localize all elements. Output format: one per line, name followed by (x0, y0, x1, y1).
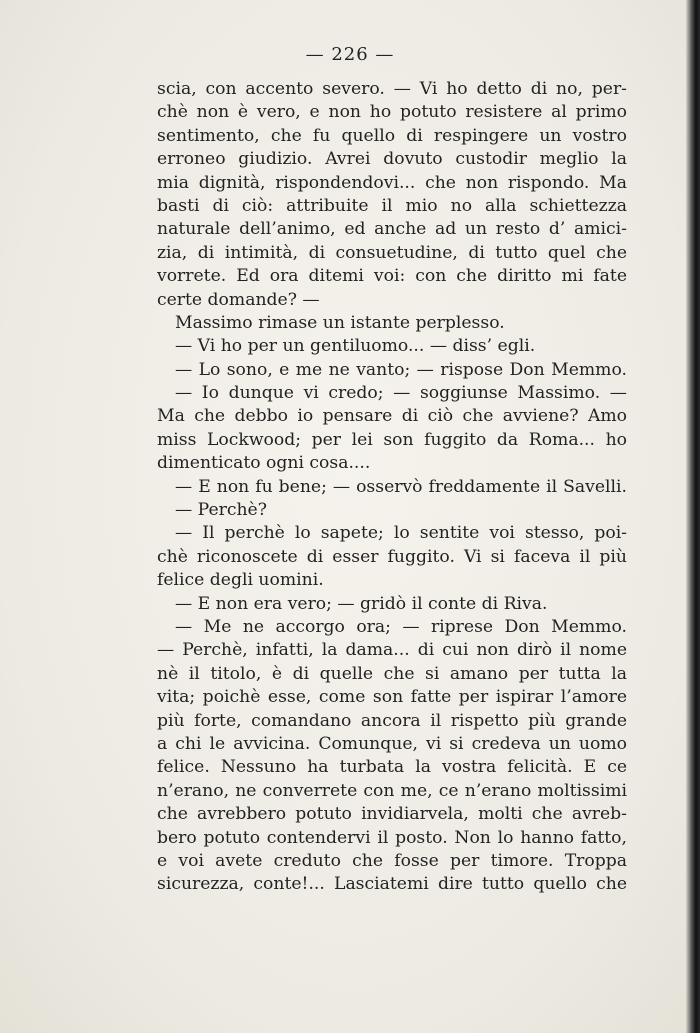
text-line: felice degli uomini. (157, 570, 324, 591)
text-line: certe domande? — (157, 289, 320, 310)
text-line: vita; poichè esse, come son fatte per ispirar l’amore (157, 687, 627, 708)
text-line: scia, con accento severo. — Vi ho detto di no, per- (157, 79, 627, 99)
text-line: e voi avete creduto che fosse per timore. Troppa (157, 850, 627, 871)
text-line: basti di ciò: attribuite il mio no alla schiettezza (157, 195, 627, 216)
text-line: erroneo giudizio. Avrei dovuto custodir meglio la (157, 149, 627, 170)
text-line: — E non fu bene; — osservò freddamente il Savelli. (175, 476, 627, 497)
text-line: — Me ne accorgo ora; — riprese Don Memmo. (175, 616, 627, 637)
text-line: più forte, comandano ancora il rispetto più grande (157, 710, 627, 731)
text-line: sentimento, che fu quello di respingere un vostro (157, 125, 627, 146)
text-line: chè non è vero, e non ho potuto resistere al primo (157, 102, 627, 123)
binding-edge (686, 0, 700, 1033)
text-line: dimenticato ogni cosa.... (157, 453, 371, 474)
text-line: zia, di intimità, di consuetudine, di tutto quel che (157, 242, 627, 263)
text-line: — Vi ho per un gentiluomo... — diss’ egli. (175, 336, 536, 357)
text-line: — Perchè, infatti, la dama... di cui non dirò il nome (157, 640, 627, 661)
text-line: mia dignità, rispondendovi... che non rispondo. Ma (157, 172, 627, 193)
page-number: — 226 — (305, 44, 395, 65)
text-line: Ma che debbo io pensare di ciò che avviene? Amo (157, 406, 627, 427)
text-line: — E non era vero; — gridò il conte di Riva. (175, 593, 548, 614)
text-line: naturale dell’animo, ed anche ad un resto d’ amici- (157, 219, 627, 240)
text-line: — Il perchè lo sapete; lo sentite voi stesso, poi- (175, 523, 627, 544)
text-line: miss Lockwood; per lei son fuggito da Roma... ho (157, 429, 627, 450)
text-line: n’erano, ne converrete con me, ce n’erano moltissimi (157, 780, 627, 801)
text-line: a chi le avvicina. Comunque, vi si credeva un uomo (157, 733, 627, 754)
text-line: — Perchè? (175, 500, 267, 521)
text-line: felice. Nessuno ha turbata la vostra felicità. E ce (157, 757, 627, 778)
text-line: nè il titolo, è di quelle che si amano per tutta la (157, 663, 627, 684)
text-line: — Io dunque vi credo; — soggiunse Massimo. — (175, 383, 627, 404)
text-line: chè riconoscete di esser fuggito. Vi si faceva il più (157, 546, 627, 567)
text-line: vorrete. Ed ora ditemi voi: con che diritto mi fate (157, 266, 627, 287)
text-line: sicurezza, conte!... Lasciatemi dire tutto quello che (157, 874, 627, 895)
body-text (157, 78, 627, 897)
text-line: Massimo rimase un istante perplesso. (175, 312, 505, 333)
text-line: che avrebbero potuto invidiarvela, molti che avreb- (157, 804, 627, 825)
text-line: bero potuto contendervi il posto. Non lo hanno fatto, (157, 827, 627, 848)
text-line: — Lo sono, e me ne vanto; — rispose Don Memmo. (175, 359, 627, 380)
